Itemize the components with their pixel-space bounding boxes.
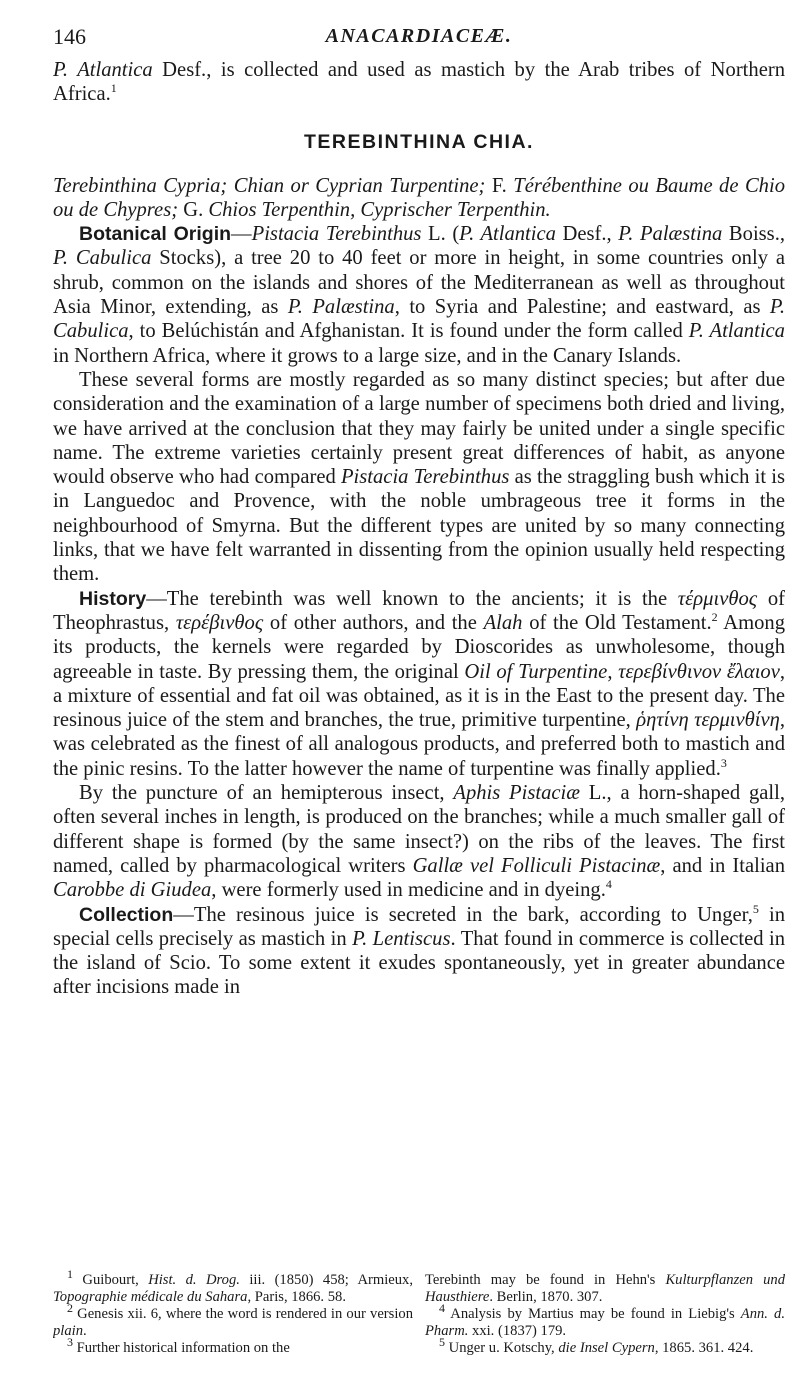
footnotes-left-column — [53, 1267, 413, 1357]
galls-paragraph: By the puncture of an hemipterous insect, Aphis Pistaciæ L., a horn-shaped gall, often several inches in length, is produced on the branches; while a much smaller gall of different shape is formed (by the same insect?) on the ribs of the leaves. The first named, called by pharmacological writers Gallæ vel Folliculi Pistacinæ, and in Italian Carobbe di Giudea, were formerly used in medicine and in dyeing.$^4$ — [53, 782, 785, 902]
collection-paragraph: Collection—The resinous juice is secreted in the bark, according to Unger,$^5$ in special cells precisely as mastich in P. Lentiscus. That found in commerce is collected in the island of Scio. To some extent it exudes spontaneously, yet in greater abundance after incisions made in — [53, 901, 785, 999]
footnote-2: $^2$ Genesis xii. 6, where the word is rendered in our version plain. — [53, 1301, 413, 1339]
footnote-1: $^1$ Guibourt, Hist. d. Drog. iii. (1850) 458; Armieux, Topographie médicale du Sahara, Paris, 1866. 58. — [53, 1267, 413, 1305]
botanical-origin-heading: Botanical Origin — [79, 223, 232, 246]
history-heading: History — [79, 587, 147, 610]
page-number: 146 — [53, 24, 86, 49]
forms-paragraph: These several forms are mostly regarded as so many distinct species; but after due consideration and the examination of a large number of specimens both dried and living, we have arrived at the conclusion that they may fairly be united under a single specific name. The extreme varieties certainly present great differences of habit, as anyone would observe who had compared Pistacia Terebinthus as the straggling bush which it is in Languedoc and Provence, with the noble umbrageous tree it forms in the neighbourhood of Smyrna. But the different types are united by so many connecting links, that we have felt warranted in dissenting from the opinion usually held respecting them. — [53, 368, 785, 586]
footnote-ref-5: 5 — [752, 901, 759, 916]
footnotes-right-column — [425, 1272, 785, 1357]
species-name: P. Atlantica — [53, 59, 153, 81]
footnote-ref-4: 4 — [605, 877, 612, 892]
book-page — [53, 22, 785, 1372]
page-header — [53, 22, 785, 58]
footnotes — [53, 1267, 785, 1357]
footnote-5: $^5$ Unger u. Kotschy, die Insel Cypern, 1865. 361. 424. — [439, 1335, 754, 1356]
footnote-ref-3: 3 — [720, 755, 727, 770]
intro-paragraph: P. Atlantica Desf., is collected and used as mastich by the Arab tribes of Northern Africa.$^1$ — [53, 59, 785, 106]
footnote-ref-2: 2 — [711, 610, 718, 625]
footnote-3: $^3$ Further historical information on the — [67, 1335, 290, 1356]
botanical-origin-paragraph: Botanical Origin—Pistacia Terebinthus L. (P. Atlantica Desf., P. Palæstina Boiss., P. Cabulica Stocks), a tree 20 to 40 feet or more in height, in some countries only a shrub, common on the islands and shores of the Mediterranean as well as throughout Asia Minor, extending, as P. Palæstina, to Syria and Palestine; and eastward, as P. Cabulica, to Belúchistán and Afghanistan. It is found under the form called P. Atlantica in Northern Africa, where it grows to a large size, and in the Canary Islands. — [53, 223, 785, 367]
synonyms-paragraph: Terebinthina Cypria; Chian or Cyprian Turpentine; F. Térébenthine ou Baume de Chio ou de Chypres; G. Chios Terpenthin, Cyprischer Terpenthin. — [53, 174, 785, 221]
footnote-3-continued: Terebinth may be found in Hehn's Kulturpflanzen und Hausthiere. Berlin, 1870. 307. — [425, 1272, 785, 1305]
history-paragraph: History—The terebinth was well known to the ancients; it is the τέρμινθος of Theophrastus, τερέβινθος of other authors, and the Alah of the Old Testament.$^2$ Among its products, the kernels were regarded by Dioscorides as unwholesome, though agreeable in taste. By pressing them, the original Oil of Turpentine, τερεβίνθινον ἔλαιον, a mixture of essential and fat oil was obtained, as it is in the East to the present day. The resinous juice of the stem and branches, the true, primitive turpentine, ῥητίνη τερμινθίνη, was celebrated as the finest of all analogous products, and preferred both to mastich and the pinic resins. To the latter however the name of turpentine was finally applied.$^3$ — [53, 587, 785, 780]
footnote-ref-1: 1 — [110, 81, 117, 96]
footnote-4: $^4$ Analysis by Martius may be found in Liebig's Ann. d. Pharm. xxi. (1837) 179. — [425, 1301, 785, 1339]
collection-heading: Collection — [79, 903, 174, 926]
section-title: TEREBINTHINA CHIA. — [304, 130, 534, 153]
running-head: ANACARDIACEÆ. — [325, 25, 513, 47]
